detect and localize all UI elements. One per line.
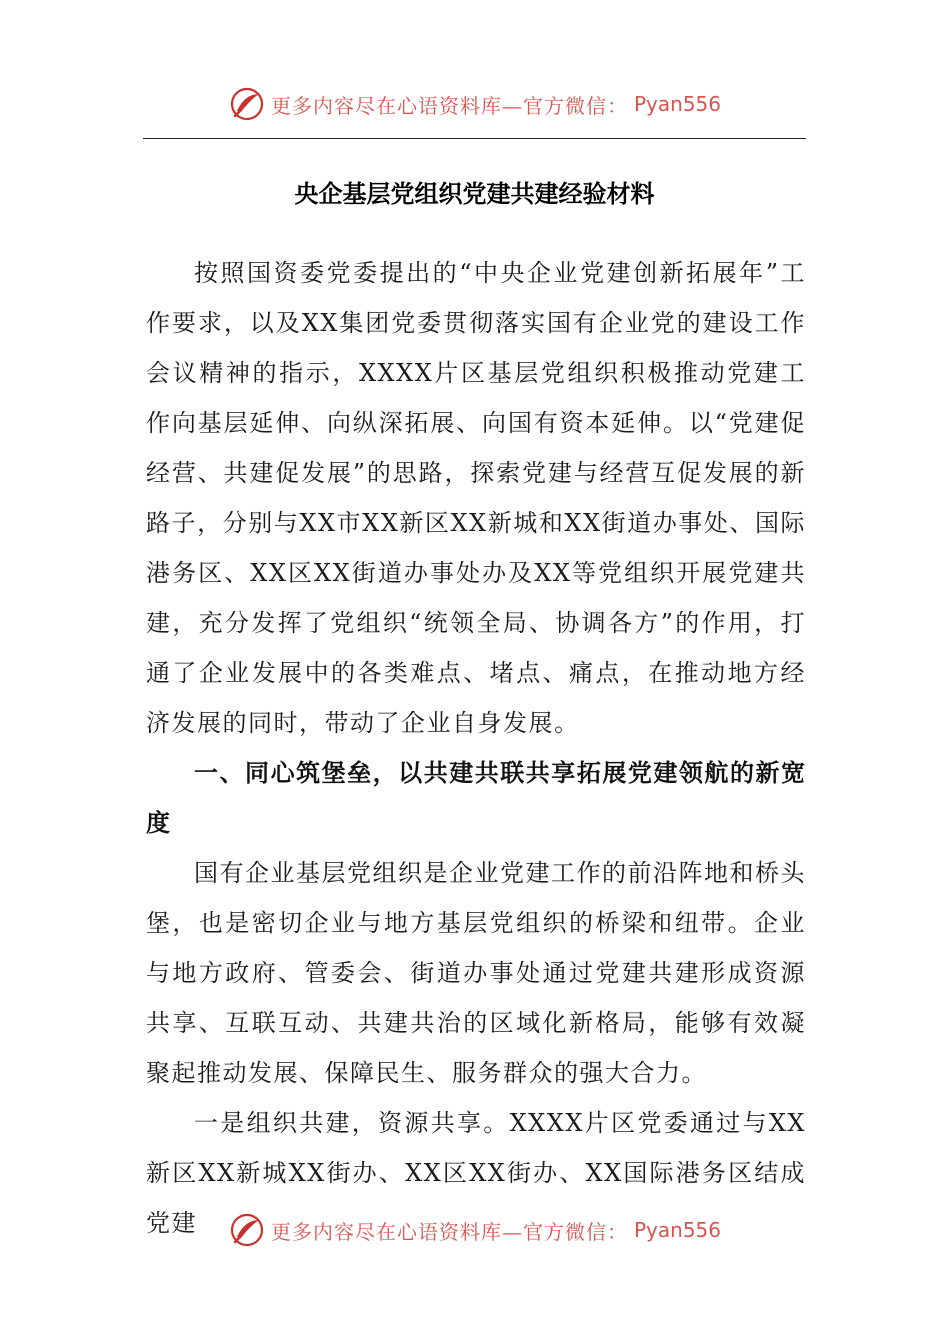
watermark-text: 更多内容尽在心语资料库—官方微信： (270, 93, 628, 118)
section1-paragraph-2: 一是组织共建，资源共享。XXXX片区党委通过与XX新区XX新城XX街办、XX区XX街办、XX国际港务区结成党建 (146, 1109, 806, 1237)
header-divider (143, 138, 806, 139)
document-title: 央企基层党组织党建共建经验材料 (294, 179, 655, 208)
watermark-text: 更多内容尽在心语资料库—官方微信： (270, 1219, 628, 1244)
pen-logo-icon (229, 86, 265, 122)
watermark-handle: Pyan556 (633, 92, 721, 116)
header-watermark (0, 84, 950, 124)
footer-watermark (0, 1210, 950, 1250)
document-body (146, 248, 806, 1248)
intro-paragraph: 按照国资委党委提出的“中央企业党建创新拓展年”工作要求，以及XX集团党委贯彻落实国有企业党的建设工作会议精神的指示，XXXX片区基层党组织积极推动党建工作向基层延伸、向纵深拓展、向国有资本延伸。以“党建促经营、共建促发展”的思路，探索党建与经营互促发展的新路子，分别与XX市XX新区XX新城和XX街道办事处、国际港务区、XX区XX街道办事处办及XX等党组织开展党建共建，充分发挥了党组织“统领全局、协调各方”的作用，打通了企业发展中的各类难点、堵点、痛点，在推动地方经济发展的同时，带动了企业自身发展。 (146, 259, 806, 737)
pen-logo-icon (229, 1212, 265, 1248)
section-heading-1: 一、同心筑堡垒，以共建共联共享拓展党建领航的新宽度 (146, 759, 806, 837)
watermark-handle: Pyan556 (633, 1218, 721, 1242)
section1-paragraph-1: 国有企业基层党组织是企业党建工作的前沿阵地和桥头堡，也是密切企业与地方基层党组织的桥梁和纽带。企业与地方政府、管委会、街道办事处通过党建共建形成资源共享、互联互动、共建共治的区域化新格局，能够有效凝聚起推动发展、保障民生、服务群众的强大合力。 (146, 859, 806, 1087)
